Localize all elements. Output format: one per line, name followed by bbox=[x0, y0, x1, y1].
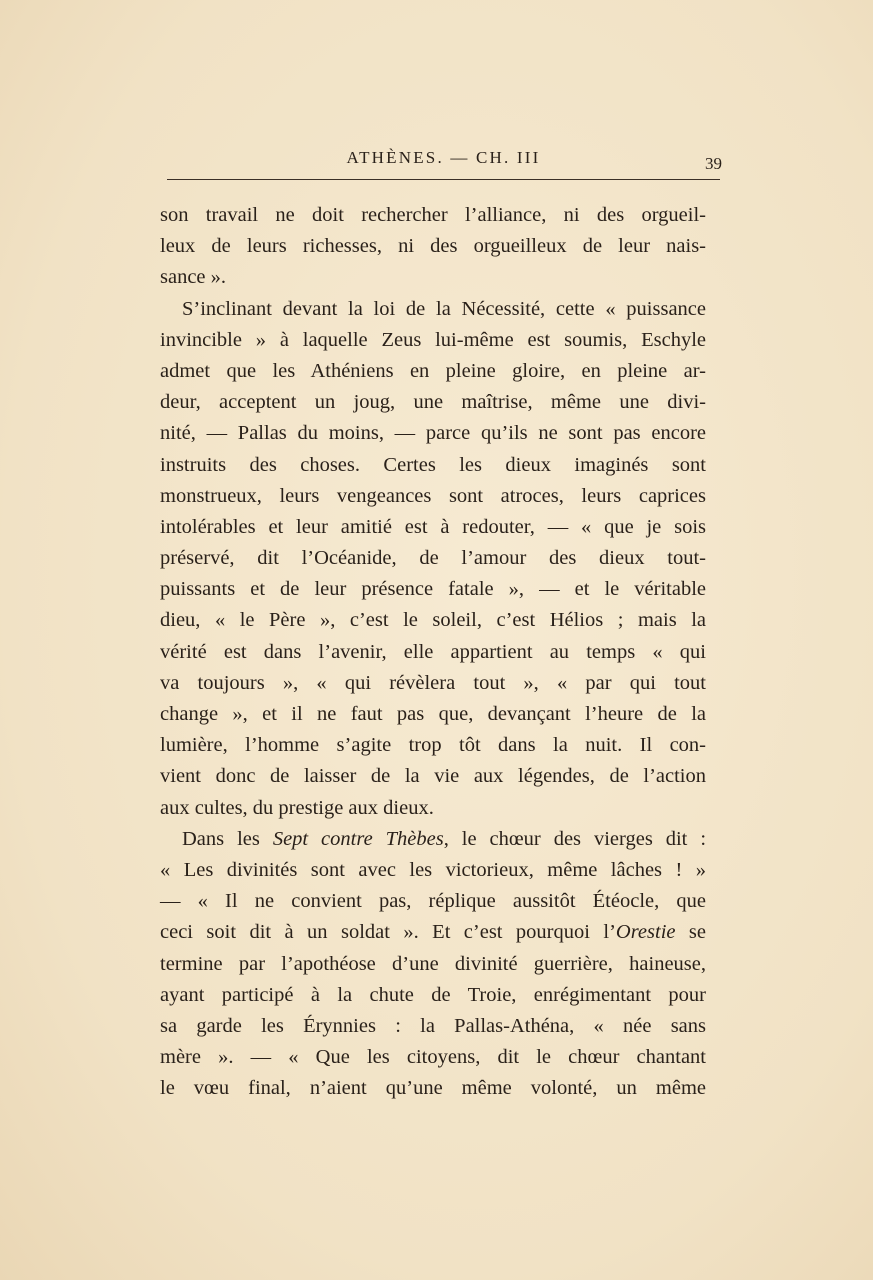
text-line: — « Il ne convient pas, réplique aussitôt Étéocle, que bbox=[160, 890, 706, 913]
text-line: S’inclinant devant la loi de la Nécessité, cette « puissance bbox=[182, 297, 706, 320]
text-line: intolérables et leur amitié est à redouter, — « que je sois bbox=[160, 515, 706, 538]
text-line: invincible » à laquelle Zeus lui-même est soumis, Eschyle bbox=[160, 328, 706, 351]
text-line: préservé, dit l’Océanide, de l’amour des dieux tout- bbox=[160, 547, 706, 570]
text-line: puissants et de leur présence fatale », — et le véritable bbox=[160, 578, 706, 601]
text-line bbox=[160, 824, 706, 855]
text-segment: Dans les bbox=[182, 827, 273, 850]
text-line: mère ». — « Que les citoyens, dit le chœur chantant bbox=[160, 1046, 706, 1069]
text-line: ayant participé à la chute de Troie, enrégimentant pour bbox=[160, 983, 706, 1006]
text-line: lumière, l’homme s’agite trop tôt dans la nuit. Il con- bbox=[160, 734, 706, 757]
running-head: ATHÈNES. — CH. III bbox=[346, 148, 541, 167]
page-number: 39 bbox=[705, 154, 722, 173]
work-title-italic: Orestie bbox=[615, 921, 676, 944]
text-line: sance ». bbox=[160, 266, 227, 289]
body-text bbox=[160, 200, 706, 1104]
text-line: « Les divinités sont avec les victorieux, même lâches ! » bbox=[160, 858, 706, 881]
text-line: instruits des choses. Certes les dieux imaginés sont bbox=[160, 453, 706, 476]
text-line: monstrueux, leurs vengeances sont atroces, leurs caprices bbox=[160, 484, 706, 507]
text-line: admet que les Athéniens en pleine gloire, en pleine ar- bbox=[160, 359, 706, 382]
page-header bbox=[167, 144, 720, 192]
text-line: dieu, « le Père », c’est le soleil, c’est Hélios ; mais la bbox=[160, 609, 706, 632]
text-line: le vœu final, n’aient qu’une même volonté, un même bbox=[160, 1077, 706, 1100]
text-line: vérité est dans l’avenir, elle appartient au temps « qui bbox=[160, 640, 706, 663]
text-line: son travail ne doit rechercher l’alliance, ni des orgueil- bbox=[160, 204, 706, 226]
text-line: nité, — Pallas du moins, — parce qu’ils ne sont pas encore bbox=[160, 422, 706, 445]
text-line: change », et il ne faut pas que, devançant l’heure de la bbox=[160, 703, 706, 725]
text-line: va toujours », « qui révèlera tout », « par qui tout bbox=[160, 671, 706, 694]
text-line: sa garde les Érynnies : la Pallas-Athéna, « née sans bbox=[160, 1014, 706, 1037]
text-segment: , le chœur des vierges dit : bbox=[443, 827, 707, 850]
work-title-italic: Sept contre Thèbes bbox=[272, 827, 444, 850]
text-line: termine par l’apothéose d’une divinité guerrière, haineuse, bbox=[160, 952, 706, 975]
text-line bbox=[160, 917, 706, 948]
text-line: aux cultes, du prestige aux dieux. bbox=[160, 796, 434, 819]
text-line: deur, acceptent un joug, une maîtrise, même une divi- bbox=[160, 391, 706, 414]
text-segment: se bbox=[675, 921, 707, 944]
text-line: leux de leurs richesses, ni des orgueilleux de leur nais- bbox=[160, 235, 706, 258]
header-rule bbox=[167, 179, 720, 180]
text-segment: ceci soit dit à un soldat ». Et c’est pourquoi l’ bbox=[160, 921, 616, 944]
text-line: vient donc de laisser de la vie aux légendes, de l’action bbox=[160, 765, 706, 788]
